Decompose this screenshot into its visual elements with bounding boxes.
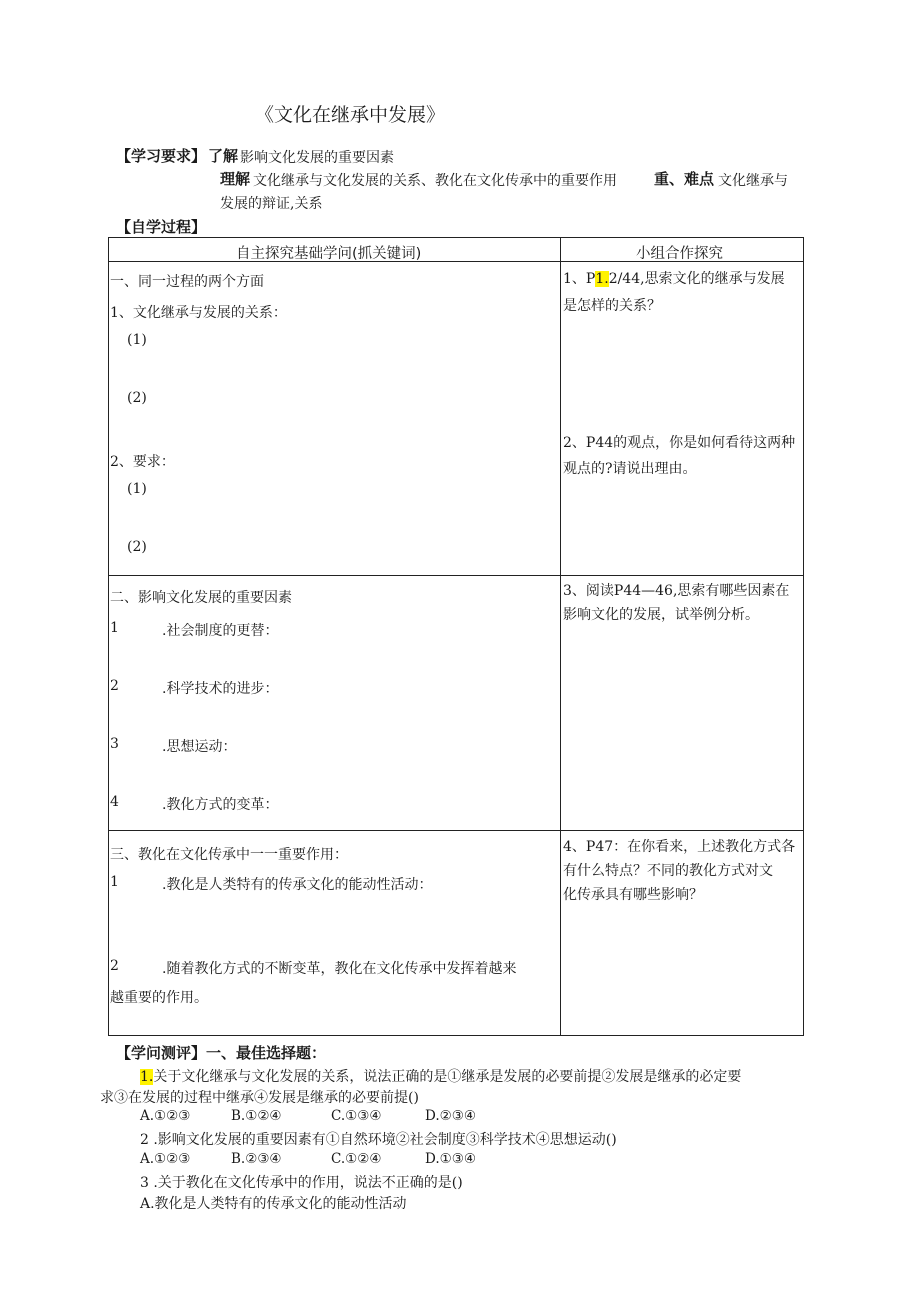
q2-option-b: B.②③④ — [231, 1151, 282, 1167]
row3-item-2-text: .随着教化方式的不断变革，教化在文化传承中发挥着越来 — [162, 961, 517, 977]
group-question-1-line2: 是怎样的关系？ — [563, 298, 661, 314]
group-question-1 — [563, 268, 785, 288]
q2-option-a: A.①②③ — [140, 1151, 191, 1167]
row3-item-2-continued: 越重要的作用。 — [110, 990, 208, 1006]
row2-item-3-num: 3 — [110, 736, 119, 752]
row1-answer-1b: (2) — [127, 390, 147, 406]
row1-heading: 一、同一过程的两个方面 — [110, 274, 264, 290]
row2-item-2-text: .科学技术的进步： — [162, 681, 279, 697]
table-border-bottom — [108, 1035, 804, 1036]
group-question-1-prefix: 1、P — [563, 271, 596, 287]
row1-answer-2b: (2) — [127, 539, 147, 555]
column-header-self-study: 自主探究基础学问(抓关键词) — [236, 246, 422, 262]
q2-option-d: D.①③④ — [425, 1151, 476, 1167]
row1-question-1: 1、文化继承与发展的关系： — [110, 305, 287, 321]
requirement-text-3b: 发展的辩证,关系 — [220, 196, 323, 212]
group-question-4-line3: 化传承具有哪些影响？ — [563, 887, 703, 903]
table-row-divider-1 — [108, 575, 804, 576]
test-question-1-line2: 求③在发展的过程中继承④发展是继承的必要前提() — [100, 1090, 419, 1106]
group-question-4-line1: 4、P47：在你看来，上述教化方式各 — [563, 839, 796, 855]
row2-item-4-num: 4 — [110, 794, 119, 810]
q1-option-d: D.②③④ — [425, 1108, 476, 1124]
q1-option-b: B.①②④ — [231, 1108, 282, 1124]
row1-answer-1a: (1) — [127, 332, 147, 348]
q3-option-a: A.教化是人类特有的传承文化的能动性活动 — [140, 1196, 407, 1212]
requirements-label: 【学习要求】 — [116, 147, 207, 165]
row2-heading: 二、影响文化发展的重要因素 — [110, 590, 292, 606]
group-question-2-line2: 观点的?请说出理由。 — [563, 461, 697, 477]
row1-answer-2a: (1) — [127, 481, 147, 497]
requirement-text-2: 文化继承与文化发展的关系、教化在文化传承中的重要作用 — [253, 173, 617, 189]
row3-item-1-num: 1 — [110, 874, 119, 890]
row3-heading: 三、教化在文化传承中一一重要作用： — [110, 847, 348, 863]
test-question-1 — [140, 1066, 741, 1086]
row2-item-1-num: 1 — [110, 620, 119, 636]
requirement-key-difficulty: 重、难点 — [654, 170, 715, 188]
test-label: 【学问测评】一、最佳选择题： — [116, 1044, 327, 1062]
table-column-divider — [560, 237, 561, 1036]
table-row-divider-2 — [108, 830, 804, 831]
test-question-2: 2 .影响文化发展的重要因素有①自然环境②社会制度③科学技术④思想运动() — [140, 1132, 617, 1148]
requirement-key-comprehend: 理解 — [220, 170, 251, 188]
requirement-key-understand: 了解 — [208, 147, 239, 165]
group-question-3-line2: 影响文化的发展，试举例分析。 — [563, 607, 759, 623]
table-border-right — [803, 237, 804, 1036]
q1-option-c: C.①③④ — [331, 1108, 382, 1124]
row2-item-2-num: 2 — [110, 678, 119, 694]
q2-option-c: C.①②④ — [331, 1151, 382, 1167]
process-label: 【自学过程】 — [116, 218, 207, 236]
group-question-1-rest: 2/44,思索文化的继承与发展 — [608, 271, 785, 287]
row3-item-1-text: .教化是人类特有的传承文化的能动性活动： — [162, 877, 433, 893]
row2-item-3-text: .思想运动： — [162, 739, 237, 755]
group-question-4-line2: 有什么特点？不同的教化方式对文 — [563, 863, 773, 879]
table-border-left — [108, 237, 109, 1036]
row3-item-2-num: 2 — [110, 958, 119, 974]
q1-option-a: A.①②③ — [140, 1108, 191, 1124]
group-question-3-line1: 3、阅读P44—46,思索有哪些因素在 — [563, 583, 790, 599]
group-question-1-highlight: 1. — [595, 271, 609, 287]
requirement-text-1: 影响文化发展的重要因素 — [240, 150, 394, 166]
page-title: 《文化在继承中发展》 — [255, 104, 446, 126]
row1-question-2: 2、要求： — [110, 454, 175, 470]
requirement-text-3a: 文化继承与 — [718, 173, 788, 189]
group-question-2-line1: 2、P44的观点，你是如何看待这两种 — [563, 435, 796, 451]
test-question-3: 3 .关于教化在文化传承中的作用，说法不正确的是() — [140, 1175, 463, 1191]
test-question-1-number: 1. — [140, 1069, 154, 1085]
table-border-top — [108, 237, 804, 238]
test-question-1-line1: 关于文化继承与文化发展的关系，说法正确的是①继承是发展的必要前提②发展是继承的必定要 — [153, 1069, 742, 1085]
column-header-group-study: 小组合作探究 — [636, 246, 723, 262]
row2-item-1-text: .社会制度的更替： — [162, 623, 279, 639]
row2-item-4-text: .教化方式的变革： — [162, 797, 279, 813]
